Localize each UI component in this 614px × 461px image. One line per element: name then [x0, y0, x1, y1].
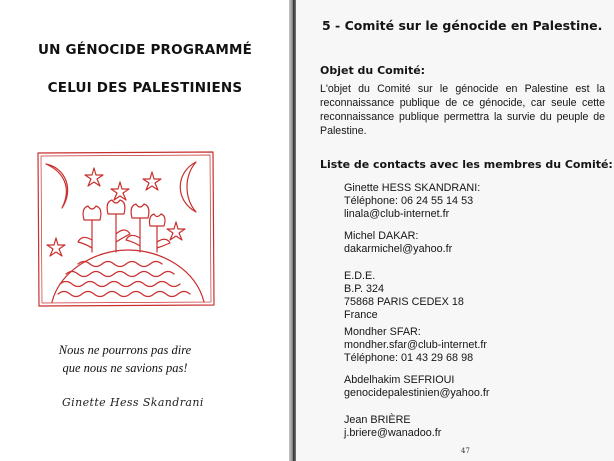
cover-illustration [36, 150, 216, 308]
wave [78, 262, 162, 267]
star [85, 168, 103, 186]
contact-name: Ginette HESS SKANDRANI: [344, 182, 481, 194]
contact-name: Abdelhakim SEFRIOUI [344, 374, 455, 386]
object-heading: Objet du Comité: [320, 64, 426, 77]
page-number: 47 [461, 447, 470, 455]
star [111, 182, 129, 200]
contact-city: 75868 PARIS CEDEX 18 [344, 296, 464, 308]
contact-jean-briere [344, 414, 441, 440]
author-signature: Ginette Hess Skandrani [62, 396, 204, 409]
contact-ginette-hess-skandrani [344, 182, 480, 221]
contact-email: genocidepalestinien@yahoo.fr [344, 387, 490, 399]
section-heading: 5 - Comité sur le génocide en Palestine. [322, 18, 603, 33]
contact-michel-dakar [344, 230, 452, 256]
quote-line-1: Nous ne pourrons pas dire [58, 343, 192, 357]
tulip [78, 206, 101, 252]
crescent-moon-left [46, 164, 68, 208]
tulip [126, 204, 149, 252]
tulip [107, 200, 130, 252]
contact-name: Mondher SFAR: [344, 326, 421, 338]
contact-country: France [344, 309, 378, 321]
contact-name: Michel DAKAR: [344, 230, 419, 242]
contacts-heading: Liste de contacts avec les membres du Comité: [320, 158, 613, 171]
wave [66, 272, 174, 277]
wave [58, 292, 190, 297]
star [143, 172, 161, 190]
book-title-line-2: CELUI DES PALESTINIENS [47, 80, 243, 96]
contact-ede [344, 270, 464, 322]
contact-email: dakarmichel@yahoo.fr [344, 243, 453, 255]
illustration-frame [38, 152, 214, 306]
star [47, 238, 65, 256]
contact-name: E.D.E. [344, 270, 376, 282]
left-page [0, 0, 290, 461]
contact-email: j.briere@wanadoo.fr [344, 427, 442, 439]
object-paragraph: L'objet du Comité sur le génocide en Palestine est la reconnaissance publique de ce génocide, car seule cette reconnaissance publique permettra la survie du peuple de Palestine. [320, 83, 605, 137]
crescent-moon-right [180, 162, 196, 212]
quote-line-2: que nous ne savions pas! [62, 361, 188, 375]
contact-email: mondher.sfar@club-internet.fr [344, 339, 487, 351]
contact-postbox: B.P. 324 [344, 283, 385, 295]
contact-email: linala@club-internet.fr [344, 208, 450, 220]
right-page [296, 0, 614, 461]
contact-name: Jean BRIÈRE [344, 414, 411, 426]
star [167, 222, 185, 240]
contact-mondher-sfar [344, 326, 487, 365]
contact-phone: Téléphone: 01 43 29 68 98 [344, 352, 474, 364]
wave [60, 282, 180, 287]
book-title-line-1: UN GÉNOCIDE PROGRAMMÉ [37, 42, 253, 58]
contact-phone: Téléphone: 06 24 55 14 53 [344, 195, 474, 207]
tulip [150, 214, 171, 252]
contact-abdelhakim-sefrioui [344, 374, 489, 400]
